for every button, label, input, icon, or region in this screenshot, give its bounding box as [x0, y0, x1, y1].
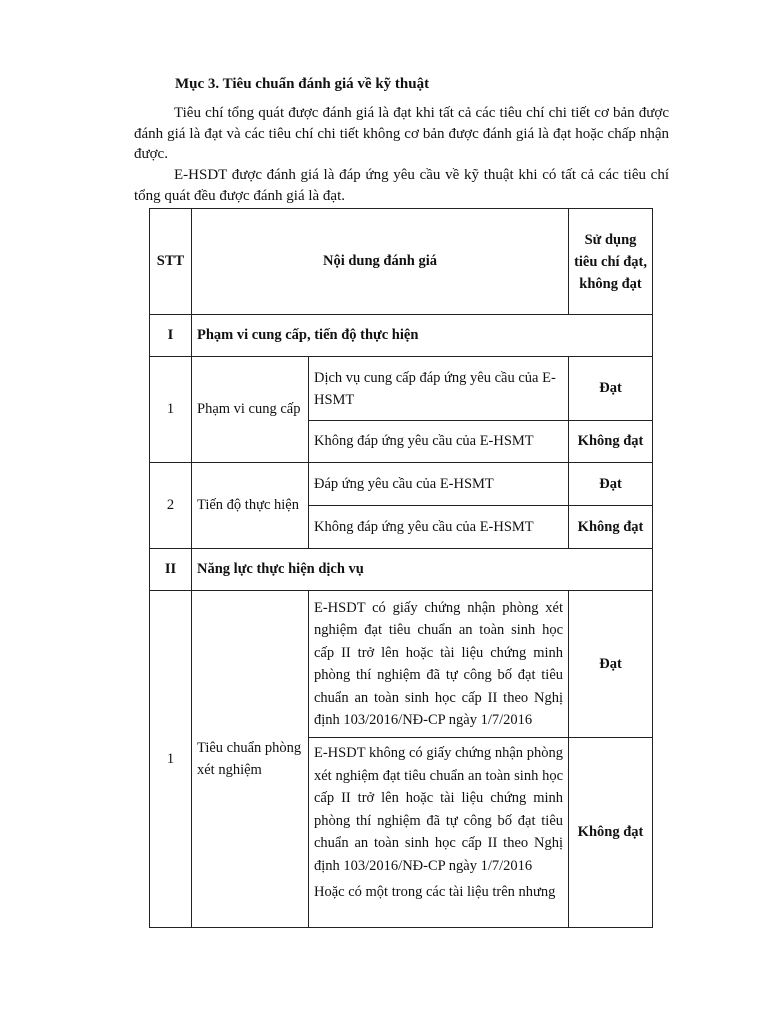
paragraph-technical-requirement: E-HSDT được đánh giá là đáp ứng yêu cầu về kỹ thuật khi có tất cả các tiêu chí tổng quát đều được đánh giá là đạt. [134, 167, 669, 204]
section-heading: Mục 3. Tiêu chuẩn đánh giá về kỹ thuật [175, 76, 430, 92]
pass-description: Đáp ứng yêu cầu của E-HSMT [309, 463, 569, 506]
section-title: Phạm vi cung cấp, tiến độ thực hiện [192, 315, 653, 357]
fail-note: Hoặc có một trong các tài liệu trên nhưng [314, 884, 556, 900]
row-number: 1 [150, 591, 192, 928]
header-criteria: Sử dụng tiêu chí đạt, không đạt [569, 209, 653, 315]
fail-description: Không đáp ứng yêu cầu của E-HSMT [309, 421, 569, 463]
section-row-2 [150, 549, 653, 591]
table-row [150, 591, 653, 738]
fail-result: Không đạt [569, 421, 653, 463]
pass-description: Dịch vụ cung cấp đáp ứng yêu cầu của E-HSMT [309, 357, 569, 421]
evaluation-criteria-table [149, 208, 653, 928]
row-label: Tiến độ thực hiện [192, 463, 309, 549]
header-content: Nội dung đánh giá [192, 209, 569, 315]
pass-result: Đạt [569, 357, 653, 421]
pass-description: E-HSDT có giấy chứng nhận phòng xét nghiệm đạt tiêu chuẩn an toàn sinh học cấp II trở lên hoặc tài liệu chứng minh phòng thí nghiệm đã tự công bố đạt tiêu chuẩn an toàn sinh học cấp II theo Nghị định 103/2016/NĐ-CP ngày 1/7/2016 [309, 591, 569, 738]
table-row [150, 357, 653, 421]
table-row [150, 463, 653, 506]
row-number: 1 [150, 357, 192, 463]
header-stt: STT [150, 209, 192, 315]
row-label: Tiêu chuẩn phòng xét nghiệm [192, 591, 309, 928]
section-row-1 [150, 315, 653, 357]
row-number: 2 [150, 463, 192, 549]
pass-result: Đạt [569, 591, 653, 738]
section-number: I [150, 315, 192, 357]
table-header-row [150, 209, 653, 315]
section-number: II [150, 549, 192, 591]
fail-result: Không đạt [569, 738, 653, 928]
paragraph-general-criteria: Tiêu chí tổng quát được đánh giá là đạt khi tất cả các tiêu chí chi tiết cơ bản được đánh giá là đạt và các tiêu chí chi tiết không cơ bản được đánh giá là đạt hoặc chấp nhận được. [134, 105, 669, 162]
fail-description: Không đáp ứng yêu cầu của E-HSMT [309, 506, 569, 549]
row-label: Phạm vi cung cấp [192, 357, 309, 463]
section-title: Năng lực thực hiện dịch vụ [192, 549, 653, 591]
fail-description: E-HSDT không có giấy chứng nhận phòng xét nghiệm đạt tiêu chuẩn an toàn sinh học cấp II trở lên hoặc tài liệu chứng minh phòng thí nghiệm đã tự công bố đạt tiêu chuẩn an toàn sinh học cấp II theo Nghị định 103/2016/NĐ-CP ngày 1/7/2016 [314, 745, 564, 874]
fail-description-cell [309, 738, 569, 928]
pass-result: Đạt [569, 463, 653, 506]
fail-result: Không đạt [569, 506, 653, 549]
